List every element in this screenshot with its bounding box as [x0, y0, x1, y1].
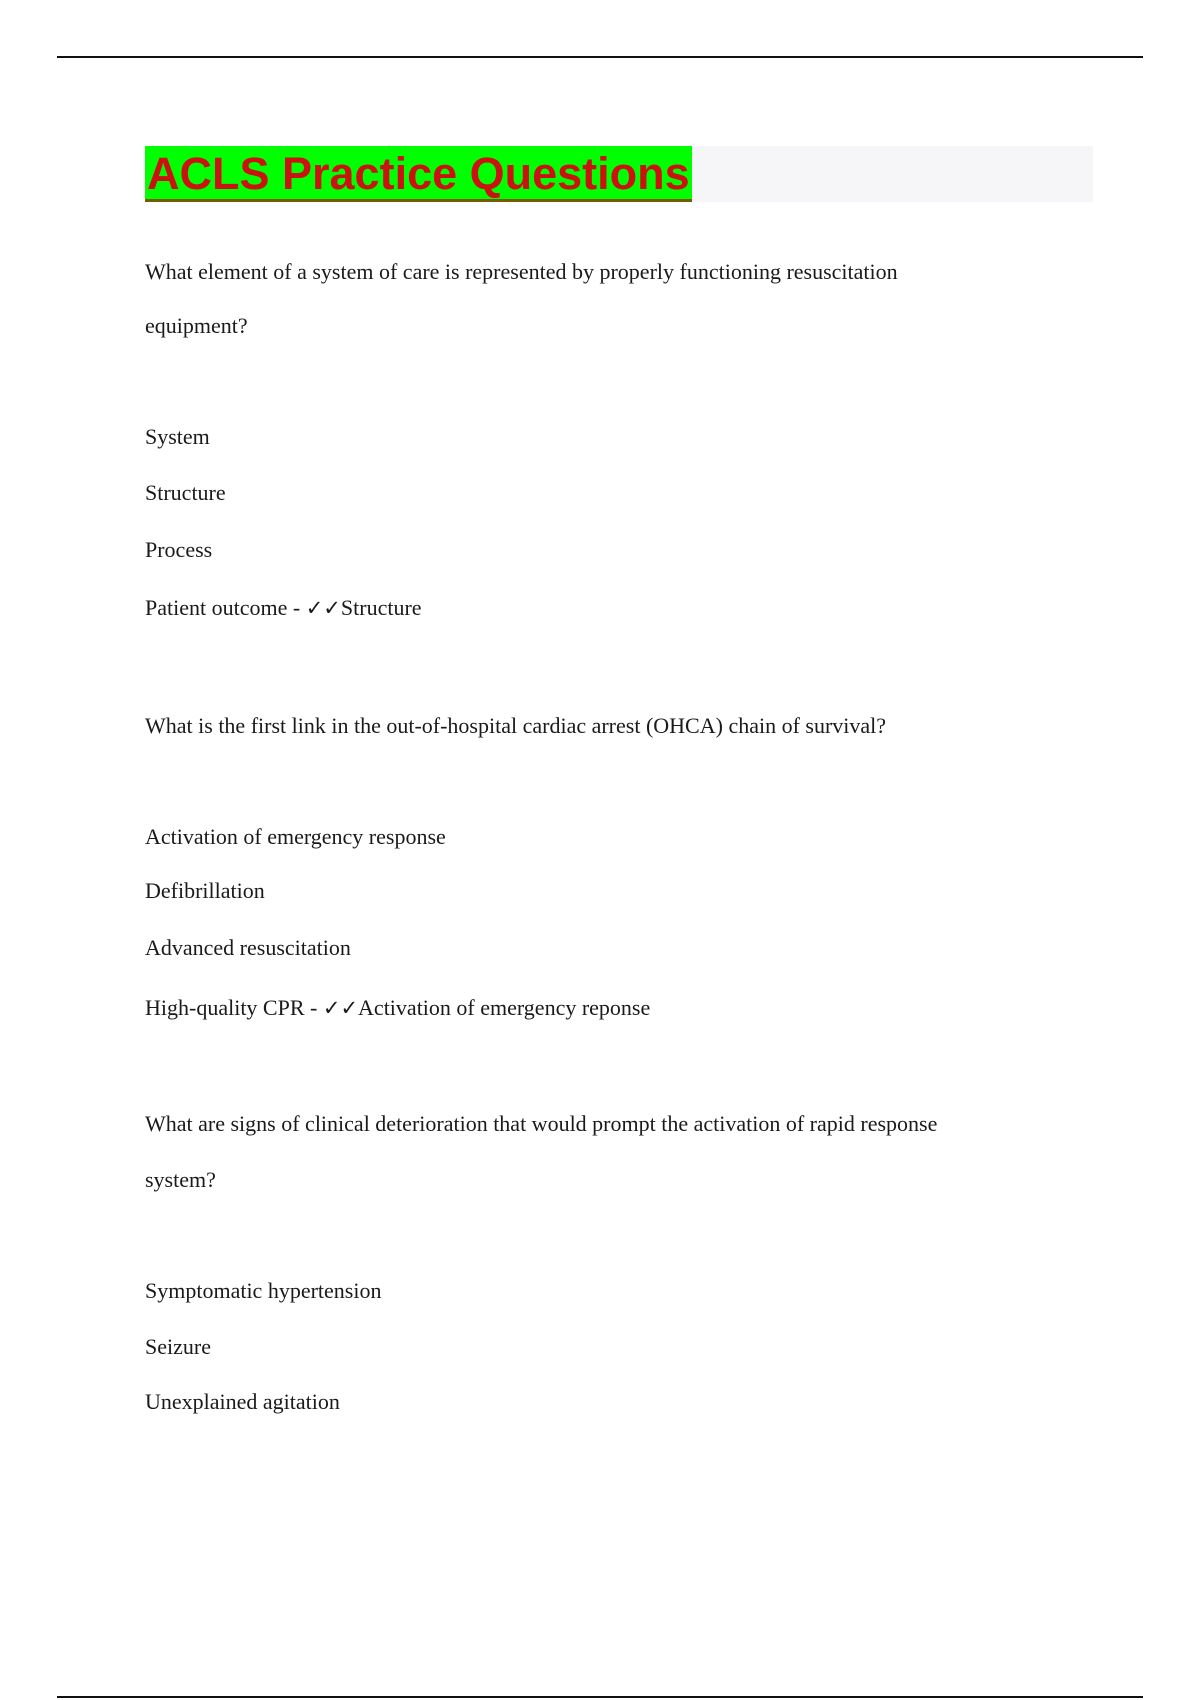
question-1-option-1: System: [145, 424, 210, 449]
question-1-option-2: Structure: [145, 480, 226, 505]
question-3-option-2: Seizure: [145, 1334, 211, 1359]
question-1-text-line-1: What element of a system of care is represented by properly functioning resuscitation: [145, 259, 898, 284]
document-title: ACLS Practice Questions: [145, 146, 692, 202]
question-1-text-line-2: equipment?: [145, 313, 248, 338]
question-2-option-3: Advanced resuscitation: [145, 935, 351, 960]
question-3-text-line-1: What are signs of clinical deterioration that would prompt the activation of rapid response: [145, 1111, 938, 1136]
page-footer-rule: [57, 1696, 1143, 1698]
question-3-option-1: Symptomatic hypertension: [145, 1278, 382, 1303]
question-1-option-3: Process: [145, 537, 213, 562]
question-1-answer-line: [145, 594, 422, 622]
question-2-option-4: High-quality CPR -: [145, 995, 323, 1020]
question-2-text-line-1: What is the first link in the out-of-hospital cardiac arrest (OHCA) chain of survival?: [145, 713, 887, 738]
question-1-option-4: Patient outcome -: [145, 595, 306, 620]
question-2-answer: Activation of emergency reponse: [358, 995, 651, 1020]
question-3-option-3: Unexplained agitation: [145, 1389, 340, 1414]
checkmark-icon: ✓✓: [305, 596, 341, 620]
page-header-rule: [57, 56, 1143, 58]
question-2-answer-line: [145, 994, 650, 1022]
question-2-option-2: Defibrillation: [145, 878, 265, 903]
checkmark-icon: ✓✓: [322, 996, 359, 1020]
question-2-option-1: Activation of emergency response: [145, 824, 446, 849]
question-1-answer: Structure: [340, 595, 422, 620]
question-3-text-line-2: system?: [145, 1167, 216, 1192]
